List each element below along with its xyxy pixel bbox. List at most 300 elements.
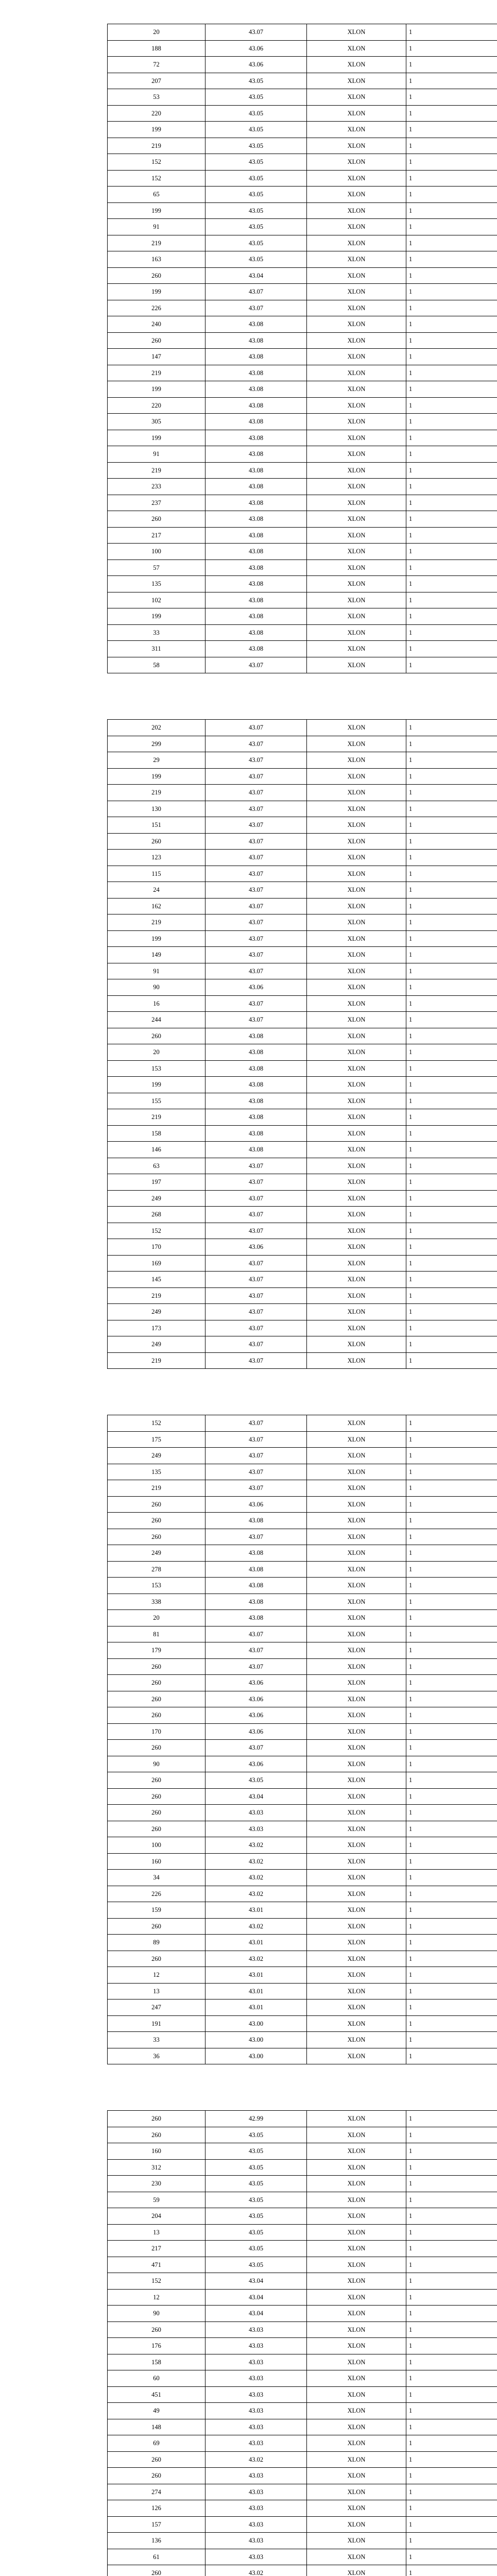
volume-cell: 13	[108, 1984, 205, 1999]
table-row	[108, 1707, 497, 1724]
price-cell: 43.06	[205, 1724, 307, 1740]
price-cell: 42.99	[205, 2111, 307, 2127]
price-cell: 43.07	[205, 1448, 307, 1464]
extra-cell: 1	[409, 531, 413, 539]
table-row	[108, 2322, 497, 2338]
extra-cell: 1	[409, 1857, 413, 1865]
table-row	[108, 154, 497, 171]
venue-cell: XLON	[307, 2127, 406, 2143]
volume-cell: 217	[108, 2241, 205, 2257]
volume-cell: 20	[108, 1044, 205, 1060]
volume-cell: 260	[108, 1513, 205, 1529]
table-row	[108, 398, 497, 414]
table-row	[108, 284, 497, 300]
extra-cell: 1	[409, 483, 413, 490]
price-cell: 43.05	[205, 2208, 307, 2224]
extra-cell: 1	[409, 109, 413, 117]
price-cell: 43.06	[205, 1239, 307, 1255]
venue-cell: XLON	[307, 1935, 406, 1951]
volume-cell: 260	[108, 1789, 205, 1805]
volume-cell: 57	[108, 560, 205, 576]
venue-cell: XLON	[307, 106, 406, 122]
table-row	[108, 1545, 497, 1562]
volume-cell: 49	[108, 2403, 205, 2419]
volume-cell: 204	[108, 2208, 205, 2224]
volume-cell: 152	[108, 171, 205, 187]
price-cell: 43.05	[205, 2160, 307, 2176]
venue-cell: XLON	[307, 1529, 406, 1545]
extra-cell: 1	[409, 401, 413, 409]
table-row	[108, 2565, 497, 2576]
extra-cell: 1	[409, 1663, 413, 1670]
table-row	[108, 2225, 497, 2241]
price-cell: 43.07	[205, 1336, 307, 1352]
table-row	[108, 1805, 497, 1821]
table-row	[108, 235, 497, 252]
venue-cell: XLON	[307, 1578, 406, 1594]
extra-cell: 1	[409, 174, 413, 182]
table-row	[108, 1109, 497, 1126]
extra-cell: 1	[409, 2520, 413, 2528]
volume-cell: 130	[108, 801, 205, 817]
table-row	[108, 2435, 497, 2452]
table-row	[108, 1077, 497, 1093]
venue-cell: XLON	[307, 1967, 406, 1983]
volume-cell: 260	[108, 2452, 205, 2468]
volume-cell: 199	[108, 122, 205, 138]
table-row	[108, 2468, 497, 2484]
price-cell: 43.03	[205, 2435, 307, 2451]
extra-cell: 1	[409, 2472, 413, 2479]
extra-cell: 1	[409, 1259, 413, 1267]
venue-cell: XLON	[307, 1951, 406, 1967]
venue-cell: XLON	[307, 171, 406, 187]
table-row	[108, 785, 497, 801]
price-cell: 43.08	[205, 381, 307, 397]
extra-cell: 1	[409, 1484, 413, 1492]
venue-cell: XLON	[307, 2241, 406, 2257]
venue-cell: XLON	[307, 479, 406, 495]
volume-cell: 136	[108, 2533, 205, 2549]
venue-cell: XLON	[307, 2143, 406, 2159]
table-row	[108, 1304, 497, 1320]
venue-cell: XLON	[307, 1837, 406, 1853]
volume-cell: 244	[108, 1012, 205, 1028]
venue-cell: XLON	[307, 2452, 406, 2468]
volume-cell: 260	[108, 511, 205, 527]
price-cell: 43.08	[205, 316, 307, 332]
table-row	[108, 996, 497, 1012]
extra-cell: 1	[409, 2391, 413, 2398]
price-cell: 43.07	[205, 882, 307, 898]
extra-cell: 1	[409, 1744, 413, 1751]
extra-cell: 1	[409, 2423, 413, 2431]
extra-cell: 1	[409, 2455, 413, 2463]
volume-cell: 65	[108, 187, 205, 202]
volume-cell: 20	[108, 24, 205, 40]
volume-cell: 260	[108, 1691, 205, 1707]
extra-cell: 1	[409, 2358, 413, 2366]
table-row	[108, 1691, 497, 1708]
extra-cell: 1	[409, 1097, 413, 1105]
venue-cell: XLON	[307, 2419, 406, 2435]
volume-cell: 169	[108, 1256, 205, 1272]
table-row	[108, 463, 497, 479]
volume-cell: 199	[108, 203, 205, 219]
volume-cell: 153	[108, 1578, 205, 1594]
price-cell: 43.05	[205, 171, 307, 187]
table-row	[108, 1951, 497, 1968]
extra-cell: 1	[409, 1533, 413, 1540]
price-cell: 43.07	[205, 720, 307, 736]
price-cell: 43.05	[205, 138, 307, 154]
price-cell: 43.07	[205, 1353, 307, 1369]
extra-cell: 1	[409, 967, 413, 975]
extra-cell: 1	[409, 1162, 413, 1170]
table-row	[108, 479, 497, 495]
volume-cell: 175	[108, 1432, 205, 1448]
extra-cell: 1	[409, 2115, 413, 2122]
price-cell: 43.03	[205, 2533, 307, 2549]
table-row	[108, 2143, 497, 2160]
venue-cell: XLON	[307, 996, 406, 1012]
venue-cell: XLON	[307, 1707, 406, 1723]
volume-cell: 58	[108, 657, 205, 673]
venue-cell: XLON	[307, 1594, 406, 1610]
price-cell: 43.06	[205, 1497, 307, 1513]
table-row	[108, 576, 497, 592]
table-row	[108, 316, 497, 333]
price-cell: 43.07	[205, 963, 307, 979]
table-row	[108, 1854, 497, 1870]
venue-cell: XLON	[307, 1320, 406, 1336]
table-row	[108, 122, 497, 138]
venue-cell: XLON	[307, 2354, 406, 2370]
price-cell: 43.07	[205, 1432, 307, 1448]
extra-cell: 1	[409, 1357, 413, 1364]
volume-cell: 260	[108, 1740, 205, 1756]
extra-cell: 1	[409, 756, 413, 764]
price-cell: 43.07	[205, 914, 307, 930]
price-cell: 43.05	[205, 2225, 307, 2241]
volume-cell: 72	[108, 57, 205, 73]
volume-cell: 219	[108, 1288, 205, 1304]
table-row	[108, 2419, 497, 2436]
extra-cell: 1	[409, 2439, 413, 2447]
extra-cell: 1	[409, 2020, 413, 2027]
volume-cell: 33	[108, 2032, 205, 2048]
extra-cell: 1	[409, 1129, 413, 1137]
volume-cell: 158	[108, 2354, 205, 2370]
table-row	[108, 947, 497, 963]
venue-cell: XLON	[307, 1126, 406, 1142]
price-cell: 43.02	[205, 1854, 307, 1870]
volume-cell: 170	[108, 1724, 205, 1740]
volume-cell: 29	[108, 752, 205, 768]
venue-cell: XLON	[307, 2387, 406, 2403]
price-cell: 43.07	[205, 1223, 307, 1239]
extra-cell: 1	[409, 2277, 413, 2284]
price-cell: 43.03	[205, 2370, 307, 2386]
table-row	[108, 1353, 497, 1369]
volume-cell: 249	[108, 1545, 205, 1561]
volume-cell: 207	[108, 73, 205, 89]
venue-cell: XLON	[307, 1093, 406, 1109]
extra-cell: 1	[409, 1341, 413, 1348]
venue-cell: XLON	[307, 89, 406, 105]
volume-cell: 135	[108, 1464, 205, 1480]
venue-cell: XLON	[307, 300, 406, 316]
price-cell: 43.08	[205, 1109, 307, 1125]
table-row	[108, 1935, 497, 1951]
table-row	[108, 625, 497, 641]
price-cell: 43.08	[205, 1594, 307, 1610]
volume-cell: 260	[108, 1707, 205, 1723]
volume-cell: 151	[108, 817, 205, 833]
table-row	[108, 1093, 497, 1110]
extra-cell: 1	[409, 1825, 413, 1833]
volume-cell: 152	[108, 1415, 205, 1431]
extra-cell: 1	[409, 2196, 413, 2204]
table-row	[108, 1448, 497, 1464]
venue-cell: XLON	[307, 2306, 406, 2321]
extra-cell: 1	[409, 1500, 413, 1508]
volume-cell: 36	[108, 2048, 205, 2064]
price-cell: 43.05	[205, 2192, 307, 2208]
price-cell: 43.01	[205, 1984, 307, 1999]
volume-cell: 153	[108, 1061, 205, 1077]
table-row	[108, 882, 497, 899]
extra-cell: 1	[409, 515, 413, 522]
extra-cell: 1	[409, 1647, 413, 1654]
venue-cell: XLON	[307, 528, 406, 544]
volume-cell: 260	[108, 1028, 205, 1044]
price-cell: 43.07	[205, 1256, 307, 1272]
volume-cell: 219	[108, 365, 205, 381]
extra-cell: 1	[409, 1324, 413, 1332]
price-cell: 43.08	[205, 1578, 307, 1594]
price-cell: 43.05	[205, 106, 307, 122]
price-cell: 43.08	[205, 1513, 307, 1529]
volume-cell: 451	[108, 2387, 205, 2403]
price-cell: 43.06	[205, 1675, 307, 1691]
venue-cell: XLON	[307, 625, 406, 641]
volume-cell: 60	[108, 2370, 205, 2386]
table-row	[108, 1740, 497, 1756]
extra-cell: 1	[409, 1064, 413, 1072]
venue-cell: XLON	[307, 1772, 406, 1788]
extra-cell: 1	[409, 1048, 413, 1056]
volume-cell: 220	[108, 398, 205, 414]
table-row	[108, 1415, 497, 1432]
table-row	[108, 2387, 497, 2403]
extra-cell: 1	[409, 2375, 413, 2382]
venue-cell: XLON	[307, 333, 406, 349]
venue-cell: XLON	[307, 882, 406, 898]
price-cell: 43.06	[205, 1691, 307, 1707]
volume-cell: 230	[108, 2176, 205, 2192]
venue-cell: XLON	[307, 316, 406, 332]
volume-cell: 90	[108, 2306, 205, 2321]
table-row	[108, 1432, 497, 1448]
volume-cell: 191	[108, 2016, 205, 2032]
extra-cell: 1	[409, 1081, 413, 1088]
table-row	[108, 2354, 497, 2371]
venue-cell: XLON	[307, 1675, 406, 1691]
price-cell: 43.07	[205, 931, 307, 947]
extra-cell: 1	[409, 1727, 413, 1735]
volume-cell: 260	[108, 1529, 205, 1545]
extra-cell: 1	[409, 1809, 413, 1816]
venue-cell: XLON	[307, 187, 406, 202]
table-row	[108, 89, 497, 106]
extra-cell: 1	[409, 1987, 413, 1995]
price-cell: 43.05	[205, 2176, 307, 2192]
table-row	[108, 834, 497, 850]
venue-cell: XLON	[307, 817, 406, 833]
venue-cell: XLON	[307, 1886, 406, 1902]
venue-cell: XLON	[307, 2016, 406, 2032]
volume-cell: 199	[108, 1077, 205, 1093]
venue-cell: XLON	[307, 511, 406, 527]
extra-cell: 1	[409, 596, 413, 604]
venue-cell: XLON	[307, 785, 406, 801]
volume-cell: 149	[108, 947, 205, 963]
volume-cell: 249	[108, 1336, 205, 1352]
venue-cell: XLON	[307, 1740, 406, 1756]
extra-cell: 1	[409, 1468, 413, 1476]
volume-cell: 33	[108, 625, 205, 641]
table-row	[108, 2257, 497, 2274]
volume-cell: 260	[108, 1821, 205, 1837]
price-cell: 43.07	[205, 1272, 307, 1287]
venue-cell: XLON	[307, 57, 406, 73]
venue-cell: XLON	[307, 1142, 406, 1158]
venue-cell: XLON	[307, 1061, 406, 1077]
table-row	[108, 24, 497, 41]
table-row	[108, 1497, 497, 1513]
extra-cell: 1	[409, 772, 413, 780]
table-row	[108, 1012, 497, 1028]
volume-cell: 233	[108, 479, 205, 495]
table-row	[108, 1837, 497, 1854]
extra-cell: 1	[409, 126, 413, 133]
venue-cell: XLON	[307, 1642, 406, 1658]
volume-cell: 100	[108, 1837, 205, 1853]
table-row	[108, 1578, 497, 1594]
table-row	[108, 1126, 497, 1142]
venue-cell: XLON	[307, 850, 406, 866]
venue-cell: XLON	[307, 914, 406, 930]
venue-cell: XLON	[307, 1432, 406, 1448]
price-cell: 43.08	[205, 349, 307, 365]
price-cell: 43.07	[205, 1415, 307, 1431]
table-row	[108, 1626, 497, 1643]
table-row	[108, 219, 497, 235]
venue-cell: XLON	[307, 1109, 406, 1125]
extra-cell: 1	[409, 1565, 413, 1573]
table-row	[108, 2176, 497, 2192]
table-row	[108, 2370, 497, 2387]
table-row	[108, 1529, 497, 1546]
table-row	[108, 1142, 497, 1158]
trades-table-2	[107, 719, 497, 1369]
extra-cell: 1	[409, 1113, 413, 1121]
price-cell: 43.08	[205, 463, 307, 479]
volume-cell: 12	[108, 1967, 205, 1983]
price-cell: 43.07	[205, 736, 307, 752]
table-row	[108, 41, 497, 57]
volume-cell: 155	[108, 1093, 205, 1109]
table-row	[108, 57, 497, 73]
venue-cell: XLON	[307, 495, 406, 511]
price-cell: 43.08	[205, 1562, 307, 1578]
table-row	[108, 1999, 497, 2016]
price-cell: 43.08	[205, 576, 307, 592]
table-row	[108, 1174, 497, 1191]
extra-cell: 1	[409, 1841, 413, 1849]
venue-cell: XLON	[307, 1854, 406, 1870]
venue-cell: XLON	[307, 1821, 406, 1837]
volume-cell: 237	[108, 495, 205, 511]
table-row	[108, 560, 497, 577]
price-cell: 43.08	[205, 414, 307, 430]
venue-cell: XLON	[307, 1044, 406, 1060]
volume-cell: 170	[108, 1239, 205, 1255]
volume-cell: 311	[108, 641, 205, 657]
extra-cell: 1	[409, 1776, 413, 1784]
venue-cell: XLON	[307, 1626, 406, 1642]
venue-cell: XLON	[307, 1415, 406, 1431]
venue-cell: XLON	[307, 2468, 406, 2484]
price-cell: 43.08	[205, 398, 307, 414]
table-row	[108, 2338, 497, 2354]
volume-cell: 226	[108, 300, 205, 316]
price-cell: 43.08	[205, 1077, 307, 1093]
volume-cell: 274	[108, 2484, 205, 2500]
extra-cell: 1	[409, 2293, 413, 2301]
volume-cell: 53	[108, 89, 205, 105]
venue-cell: XLON	[307, 41, 406, 57]
extra-cell: 1	[409, 1211, 413, 1218]
venue-cell: XLON	[307, 2500, 406, 2516]
price-cell: 43.07	[205, 1012, 307, 1028]
volume-cell: 24	[108, 882, 205, 898]
volume-cell: 260	[108, 1659, 205, 1675]
table-row	[108, 1594, 497, 1611]
venue-cell: XLON	[307, 2533, 406, 2549]
volume-cell: 268	[108, 1207, 205, 1223]
extra-cell: 1	[409, 919, 413, 926]
table-row	[108, 1610, 497, 1626]
venue-cell: XLON	[307, 608, 406, 624]
extra-cell: 1	[409, 2147, 413, 2155]
table-row	[108, 2127, 497, 2144]
volume-cell: 219	[108, 235, 205, 251]
extra-cell: 1	[409, 740, 413, 748]
venue-cell: XLON	[307, 801, 406, 817]
extra-cell: 1	[409, 191, 413, 198]
extra-cell: 1	[409, 999, 413, 1007]
venue-cell: XLON	[307, 2484, 406, 2500]
venue-cell: XLON	[307, 284, 406, 300]
venue-cell: XLON	[307, 154, 406, 170]
price-cell: 43.08	[205, 1028, 307, 1044]
venue-cell: XLON	[307, 73, 406, 89]
venue-cell: XLON	[307, 463, 406, 479]
volume-cell: 260	[108, 2127, 205, 2143]
volume-cell: 197	[108, 1174, 205, 1190]
